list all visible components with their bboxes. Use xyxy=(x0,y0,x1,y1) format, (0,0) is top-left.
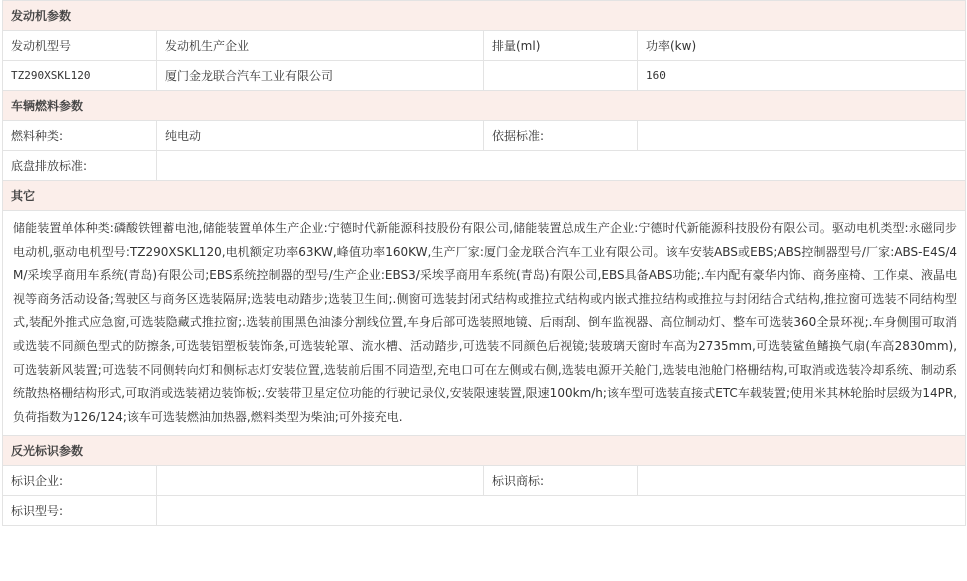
fuel-standard-label: 依据标准: xyxy=(484,121,638,151)
chassis-emission-label: 底盘排放标准: xyxy=(3,151,157,181)
engine-section-title: 发动机参数 xyxy=(3,1,966,31)
fuel-section-header xyxy=(3,91,966,121)
fuel-section-title: 车辆燃料参数 xyxy=(3,91,966,121)
reflective-company-label: 标识企业: xyxy=(3,466,157,496)
chassis-emission-value xyxy=(157,151,966,181)
reflective-company-row xyxy=(3,466,966,496)
engine-manufacturer-header: 发动机生产企业 xyxy=(157,31,484,61)
reflective-model-label: 标识型号: xyxy=(3,496,157,526)
engine-model-header: 发动机型号 xyxy=(3,31,157,61)
other-notes-text: 储能装置单体种类:磷酸铁锂蓄电池,储能装置单体生产企业:宁德时代新能源科技股份有限公司,储能装置总成生产企业:宁德时代新能源科技股份有限公司。驱动电机类型:永磁同步电动机,驱动电机型号:TZ290XSKL120,电机额定功率63KW,峰值功率160KW,生产厂家:厦门金龙联合汽车工业有限公司。该车安装ABS或EBS;ABS控制器型号/厂家:ABS-E4S/4M/采埃孚商用车系统(青岛)有限公司;EBS系统控制器的型号/生产企业:EBS3/采埃孚商用车系统(青岛)有限公司,EBS具备ABS功能;.车内配有豪华内饰、商务座椅、工作桌、液晶电视等商务活动设备;驾驶区与商务区选装隔屏;选装电动踏步;选装卫生间;.侧窗可选装封闭式结构或推拉式结构或内嵌式推拉结构或推拉与封闭结合式结构,推拉窗可选装不同结构型式,装配外推式应急窗,可选装隐藏式推拉窗;.选装前围黑色油漆分割线位置,车身后部可选装照地镜、后雨刮、倒车监视器、高位制动灯、整车可选装360全景环视;.车身侧围可取消或选装不同颜色型式的防擦条,可选装铝塑板装饰条,可选装轮罩、流水槽、活动踏步,可选装不同颜色后视镜;装玻璃天窗时车高为2735mm,可选装鲨鱼鳍换气扇(车高2830mm),可选装新风装置;可选装不同侧转向灯和侧标志灯安装位置,选装前后围不同造型,充电口可在左侧或右侧,选装电源开关舱门,选装电池舱门格栅结构,可取消或选装冷却系统、制动系统散热格栅结构形式,可取消或选装裙边装饰板;.安装带卫星定位功能的行驶记录仪,安装限速装置,限速100km/h;该车型可选装直接式ETC车载装置;使用米其林轮胎时层级为14PR,负荷指数为126/124;该车可选装燃油加热器,燃料类型为柴油;可外接充电. xyxy=(3,211,966,436)
vehicle-parameters xyxy=(2,0,965,526)
engine-power-value: 160 xyxy=(638,61,966,91)
reflective-company-value xyxy=(157,466,484,496)
reflective-model-row xyxy=(3,496,966,526)
other-notes-row xyxy=(3,211,966,436)
chassis-emission-row xyxy=(3,151,966,181)
engine-displacement-header: 排量(ml) xyxy=(484,31,638,61)
reflective-section-header xyxy=(3,436,966,466)
engine-model-value: TZ290XSKL120 xyxy=(3,61,157,91)
engine-section-header xyxy=(3,1,966,31)
engine-manufacturer-value: 厦门金龙联合汽车工业有限公司 xyxy=(157,61,484,91)
fuel-type-value: 纯电动 xyxy=(157,121,484,151)
other-section-title: 其它 xyxy=(3,181,966,211)
engine-displacement-value xyxy=(484,61,638,91)
parameters-table xyxy=(2,0,966,526)
fuel-standard-value xyxy=(638,121,966,151)
reflective-brand-value xyxy=(638,466,966,496)
reflective-model-value xyxy=(157,496,966,526)
reflective-brand-label: 标识商标: xyxy=(484,466,638,496)
engine-power-header: 功率(kw) xyxy=(638,31,966,61)
engine-data-row xyxy=(3,61,966,91)
fuel-type-row xyxy=(3,121,966,151)
reflective-section-title: 反光标识参数 xyxy=(3,436,966,466)
other-section-header xyxy=(3,181,966,211)
engine-header-row xyxy=(3,31,966,61)
fuel-type-label: 燃料种类: xyxy=(3,121,157,151)
